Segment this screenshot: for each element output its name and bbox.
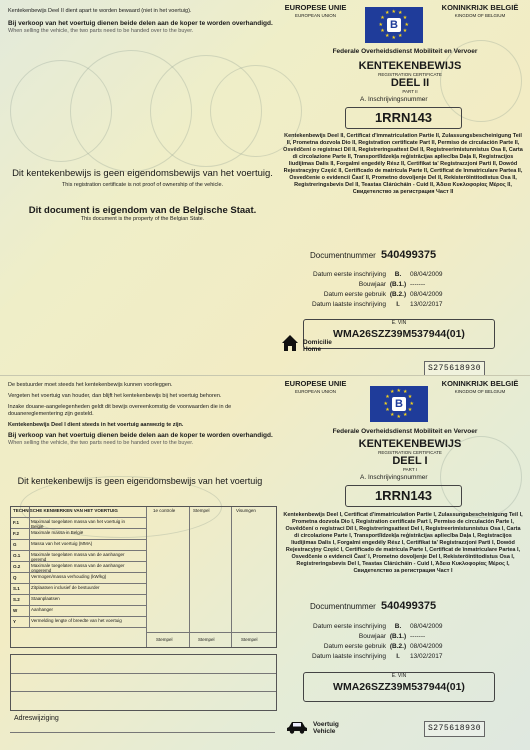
notices-bottom xyxy=(8,382,273,447)
notice-b4: Kentekenbewijs Deel I dient steeds in het voertuig aanwezig te zijn. xyxy=(8,422,184,428)
plate-number: 1RRN143 xyxy=(345,485,462,507)
eu-star-icon: ★ xyxy=(383,400,388,407)
ownership-block: Dit kentekenbewijs is geen eigendomsbewijs van het voertuig. This registration certificate is not proof of ownership of the vehicle. Dit document is eigendom van de Belgische Staat. This document is the property of the Belgian State. xyxy=(12,168,273,222)
doc-title: KENTEKENBEWIJS REGISTRATION CERTIFICATE DEEL I PART I xyxy=(358,438,462,472)
home-icon xyxy=(281,334,299,357)
agency: Federale Overheidsdienst Mobiliteit en Vervoer xyxy=(332,48,478,55)
field-build-year: Bouwjaar (B.1.) ------- xyxy=(358,281,426,288)
eu-star-icon: ★ xyxy=(380,28,385,34)
table-row: G Massa van het voertuig (MMA) xyxy=(11,540,146,551)
notice-2: Bij verkoop van het voertuig dienen beide delen aan de koper te worden overhandigd. xyxy=(8,20,273,27)
serial-number: S275618930 xyxy=(424,721,485,737)
eu-star-icon: ★ xyxy=(398,32,403,39)
eu-star-icon: ★ xyxy=(403,411,408,418)
serial-number: S275618930 xyxy=(424,361,485,375)
agency: Federale Overheidsdienst Mobiliteit en Vervoer xyxy=(332,428,478,435)
address-change-label: Adreswijziging xyxy=(14,715,59,722)
table-row: W Aanhanger xyxy=(11,606,146,617)
doc-number: Documentnummer 540499375 xyxy=(310,600,437,612)
part-ii-section xyxy=(0,0,530,375)
notice-2-en: When selling the vehicle, the two parts need to be handed over to the buyer. xyxy=(8,28,194,34)
notice-b1: De bestuurder moet steeds het kentekenbewijs kunnen voorleggen. xyxy=(8,382,173,388)
notices xyxy=(8,8,273,35)
eu-star-icon: ★ xyxy=(402,28,408,34)
eu-star-icon: ★ xyxy=(380,15,385,21)
table-row: Y Vermelding lengte of breedte van het voertuig xyxy=(11,617,146,628)
eu-star-icon: ★ xyxy=(385,32,390,39)
eu-label: EUROPESE UNIE EUROPEAN UNION xyxy=(284,379,347,394)
part-i-section xyxy=(0,375,530,751)
a-label: A. Inschrijvingsnummer xyxy=(360,96,428,103)
eu-flag-icon: B ★ ★ ★ ★ ★ ★ ★ ★ ★ ★ ★ ★ xyxy=(370,386,428,422)
table-row: F.2 Maximale massa in België xyxy=(11,529,146,540)
notice-b5: Bij verkoop van het voertuig dienen beide delen aan de koper te worden overhandigd. xyxy=(8,432,273,439)
eu-star-icon: ★ xyxy=(407,394,413,400)
eu-star-icon: ★ xyxy=(385,407,390,413)
ownership-bottom: Dit kentekenbewijs is geen eigendomsbewijs van het voertuig xyxy=(17,476,263,486)
multilang-text: Kentekenbewijs Deel II, Certificat d'immatriculation Partie II, Zulassungsbescheinigung Teil II, Prometna dozvola Dio II, Registration certificate Part II, Permiso de circulación Parte II, Osvědčení o registraci Díl II, Registreringsattest Del II, Registreerimistunnistus Osa II, Carta di circolazione Parte II, Transportlīdzekļa reģistrācijas apliecība Daļa II, Registracijos liudijimas Dalis II, Forgalmi engedély Rész II, Certifikat ta' Registrazzjoni Parti II, Dowód Rejestracyjny Część II, Certificado de matrícula Parte II, Certificat de înmatriculare Partea II, Osvedčenie o evidencii Časť II, Prometno dovoljenje Del II, Rekisteröintitodistus Osa II, Registreringsbevis Del II, Teastas Clárúcháin - Cuid II, Άδεια Κυκλοφορίας Μέρος ΙΙ, Свидетелство за регистрация Част II xyxy=(283,133,523,195)
eu-star-icon: ★ xyxy=(390,411,395,418)
address-box xyxy=(10,654,277,711)
technical-table: TECHNISCHE KENMERKEN VAN HET VOERTUIG 1e controle Stempel Visumgen F.1 Maximaal toegelaten massa van het voertuig in België F.2 Maximale massa in België G Massa van het voertuig (MMA) O.1 Maximale toegelaten massa van de aanhanger geremd O.2 Maximale toegelaten massa van de aanhanger ongeremd Q Vermogen/massa verhouding (kW/kg) S.1 Zitplaatsen inclusief de bestuurder S.2 Staanplaatsen W Aanhanger Y Vermelding lengte of breedte van het voertuig Stempel Stempel Stempel xyxy=(10,506,277,648)
eu-star-icon: ★ xyxy=(398,10,403,17)
field-last-registration: Datum laatste inschrijving I. 13/02/2017 xyxy=(311,653,443,660)
home-label: Domicilie Home xyxy=(303,339,332,353)
eu-star-icon: ★ xyxy=(404,21,409,28)
eu-star-icon: ★ xyxy=(385,394,390,400)
field-last-registration: Datum laatste inschrijving I. 13/02/2017 xyxy=(311,301,443,308)
eu-star-icon: ★ xyxy=(378,21,383,28)
kingdom-label: KONINKRIJK BELGIË KINGDOM OF BELGIUM xyxy=(441,3,519,18)
eu-star-icon: ★ xyxy=(385,10,390,17)
kingdom-label: KONINKRIJK BELGIË KINGDOM OF BELGIUM xyxy=(441,379,519,394)
notice-1: Kentekenbewijs Deel II dient apart te worden bewaard (niet in het voertuig). xyxy=(8,8,192,14)
vin-box: E. VIN WMA26SZZ39M537944(01) xyxy=(303,319,495,349)
table-row: F.1 Maximaal toegelaten massa van het voertuig in België xyxy=(11,518,146,529)
multilang-text: Kentekenbewijs Deel I, Certificat d'immatriculation Partie I, Zulassungsbescheinigung Teil I, Prometna dozvola Dio I, Registration certificate Part I, Permiso de circulación Parte I, Osvědčení o registraci Díl I, Registreringsattest Del I, Registreerimistunnistus Osa I, Carta di circolazione Parte I, Transportlīdzekļa reģistrācijas apliecība Daļa I, Registracijos liudijimas Dalis I, Forgalmi engedély Rész I, Certifikat ta' Registrazzjoni Parti I, Dowód Rejestracyjny Część I, Certificado de matrícula Parte I, Certificat de înmatriculare Partea I, Osvedčenie o evidencii Časť I, Prometno dovoljenje Del I, Rekisteröintitodistus Osa I, Registreringsbevis Del I, Teastas Clárúcháin - Cuid I, Άδεια Κυκλοφορίας Μέρος Ι, Свидетелство за регистрация Част I xyxy=(283,512,523,574)
field-first-use: Datum eerste gebruik (B.2.) 08/04/2009 xyxy=(323,643,443,650)
doc-title: KENTEKENBEWIJS REGISTRATION CERTIFICATE DEEL II PART II xyxy=(358,60,462,94)
plate-number: 1RRN143 xyxy=(345,107,462,129)
field-first-registration: Datum eerste inschrijving B. 08/04/2009 xyxy=(313,623,443,630)
eu-label: EUROPESE UNIE EUROPEAN UNION xyxy=(284,3,347,18)
vehicle-label: Voertuig Vehicle xyxy=(313,721,339,735)
car-icon xyxy=(286,720,308,739)
table-row: Q Vermogen/massa verhouding (kW/kg) xyxy=(11,573,146,584)
eu-star-icon: ★ xyxy=(402,15,408,21)
a-label: A. Inschrijvingsnummer xyxy=(360,474,428,481)
eu-star-icon: ★ xyxy=(391,34,396,41)
field-build-year: Bouwjaar (B.1.) ------- xyxy=(358,633,426,640)
field-first-use: Datum eerste gebruik (B.2.) 08/04/2009 xyxy=(323,291,443,298)
notice-b2: Vergeten het voertuig van houder, dan blijft het kentekenbewijs bij het voertuig behoren. xyxy=(8,393,222,399)
doc-number: Documentnummer 540499375 xyxy=(310,249,437,261)
eu-flag-icon: B ★ ★ ★ ★ ★ ★ ★ ★ ★ ★ ★ ★ xyxy=(365,7,423,43)
field-first-registration: Datum eerste inschrijving B. 08/04/2009 xyxy=(313,271,443,278)
eu-star-icon: ★ xyxy=(409,400,414,407)
eu-star-icon: ★ xyxy=(403,389,408,396)
eu-star-icon: ★ xyxy=(391,8,396,15)
eu-star-icon: ★ xyxy=(396,387,401,394)
table-row: O.2 Maximale toegelaten massa van de aanhanger ongeremd xyxy=(11,562,146,573)
notice-b5-en: When selling the vehicle, the two parts need to be handed over to the buyer. xyxy=(8,440,194,446)
table-row: S.1 Zitplaatsen inclusief de bestuurder xyxy=(11,584,146,595)
table-row: S.2 Staanplaatsen xyxy=(11,595,146,606)
vin-box: E. VIN WMA26SZZ39M537944(01) xyxy=(303,672,495,702)
eu-star-icon: ★ xyxy=(407,407,413,413)
eu-star-icon: ★ xyxy=(396,413,401,420)
eu-star-icon: ★ xyxy=(390,389,395,396)
notice-b3: Inzake douane-aangelegenheden geldt dit bewijs overeenkomstig de voorwaarden die in de douanereglementering zijn gesteld. xyxy=(8,404,232,417)
table-row: O.1 Maximale toegelaten massa van de aanhanger geremd xyxy=(11,551,146,562)
